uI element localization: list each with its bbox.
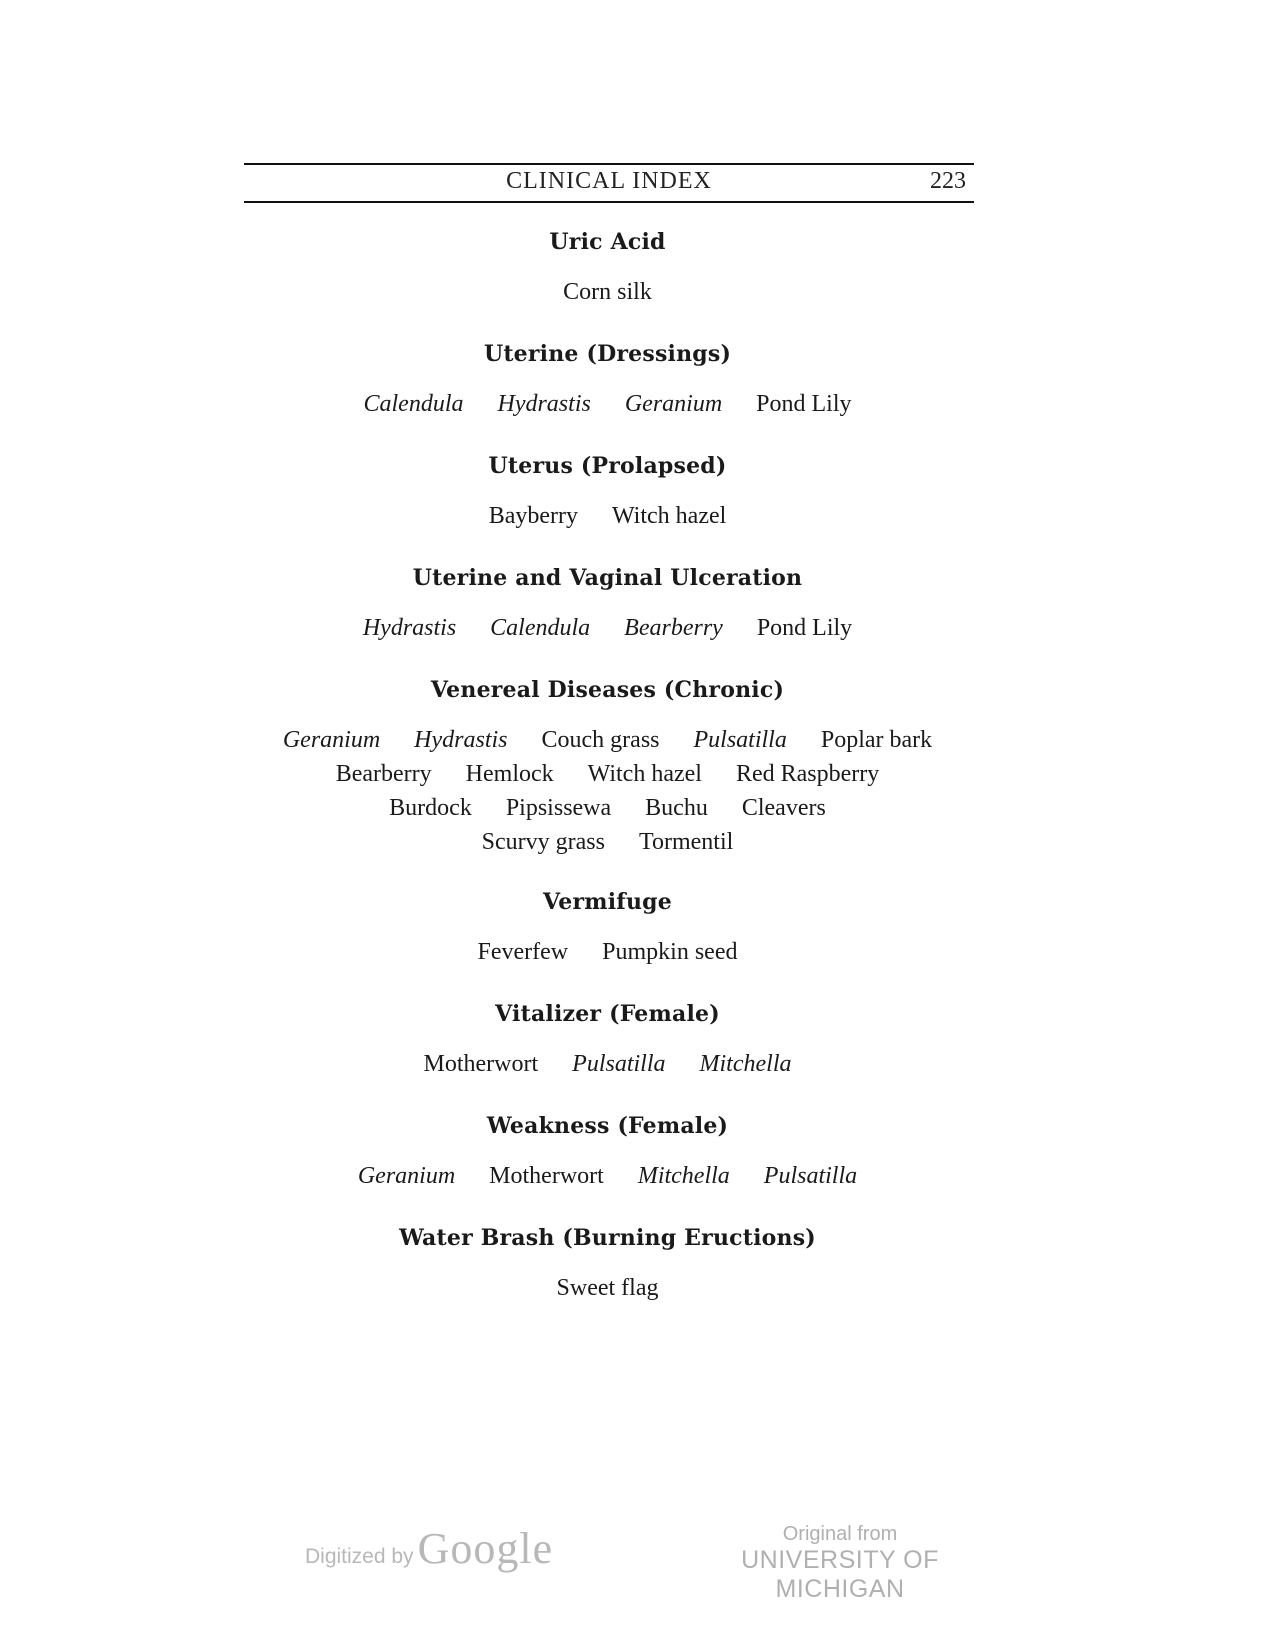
remedy-line [0, 611, 1215, 645]
remedy-name: Cleavers [741, 795, 826, 821]
remedy-name: Hydrastis [497, 391, 591, 417]
remedy-name: Hydrastis [362, 615, 457, 641]
remedy-name: Pond Lily [756, 391, 852, 417]
remedy-line [0, 1271, 1215, 1305]
index-entry [0, 885, 1215, 969]
entry-heading: Weakness (Female) [486, 1113, 729, 1139]
index-entry [0, 1109, 1215, 1193]
entry-heading: Vermifuge [543, 889, 672, 915]
remedy-name: Pulsatilla [693, 727, 787, 753]
remedy-list [0, 499, 1215, 533]
remedy-list [0, 275, 1215, 309]
remedy-name: Bearberry [624, 615, 723, 641]
remedy-line [0, 1159, 1215, 1193]
remedy-name: Buchu [645, 795, 708, 821]
remedy-name: Corn silk [563, 279, 652, 305]
remedy-list [0, 387, 1215, 421]
remedy-name: Pond Lily [756, 615, 853, 641]
remedy-name: Poplar bark [820, 727, 933, 753]
index-entry [0, 1221, 1215, 1305]
remedy-name: Motherwort [423, 1051, 539, 1077]
original-from-watermark [700, 1523, 980, 1604]
remedy-name: Hemlock [465, 761, 554, 787]
remedy-list [0, 1159, 1215, 1193]
remedy-name: Scurvy grass [481, 829, 605, 855]
remedy-name: Witch hazel [587, 761, 702, 787]
remedy-name: Burdock [389, 795, 472, 821]
page-number: 223 [930, 168, 966, 194]
google-logo: Google [417, 1524, 554, 1573]
remedy-name: Feverfew [477, 939, 569, 965]
remedy-line [0, 387, 1215, 421]
digitized-by-watermark [305, 1523, 553, 1574]
header-rule-top [244, 163, 974, 165]
remedy-name: Bearberry [335, 761, 432, 787]
entry-heading: Uterine (Dressings) [483, 341, 732, 367]
entry-heading: Vitalizer (Female) [495, 1001, 720, 1027]
entry-heading: Venereal Diseases (Chronic) [430, 677, 785, 703]
remedy-line [0, 825, 1215, 859]
remedy-name: Couch grass [541, 727, 660, 753]
remedy-list [0, 723, 1215, 859]
remedy-list [0, 935, 1215, 969]
remedy-name: Pumpkin seed [602, 939, 738, 965]
institution-name: UNIVERSITY OF MICHIGAN [741, 1546, 939, 1603]
remedy-line [0, 935, 1215, 969]
remedy-name: Tormentil [639, 829, 734, 855]
running-title: CLINICAL INDEX [506, 168, 712, 194]
remedy-name: Geranium [282, 727, 381, 753]
original-from-label: Original from [782, 1523, 898, 1545]
remedy-name: Calendula [363, 391, 464, 417]
remedy-name: Geranium [357, 1163, 456, 1189]
remedy-list [0, 1047, 1215, 1081]
remedy-name: Sweet flag [556, 1275, 659, 1301]
remedy-line [0, 499, 1215, 533]
remedy-name: Mitchella [699, 1051, 792, 1077]
index-entry [0, 449, 1215, 533]
remedy-name: Pipsissewa [505, 795, 612, 821]
remedy-name: Bayberry [488, 503, 578, 529]
remedy-line [0, 791, 1215, 825]
index-entry [0, 997, 1215, 1081]
remedy-name: Calendula [490, 615, 591, 641]
entry-heading: Uric Acid [549, 229, 666, 255]
remedy-line [0, 275, 1215, 309]
index-entry [0, 337, 1215, 421]
index-entry [0, 225, 1215, 309]
remedy-name: Motherwort [489, 1163, 604, 1189]
header-rule-bottom [244, 201, 974, 203]
remedy-list [0, 1271, 1215, 1305]
remedy-name: Hydrastis [414, 727, 508, 753]
remedy-name: Witch hazel [611, 503, 727, 529]
remedy-line [0, 723, 1215, 757]
entry-heading: Water Brash (Burning Eructions) [399, 1225, 816, 1251]
index-entry [0, 561, 1215, 645]
remedy-name: Red Raspberry [735, 761, 880, 787]
remedy-line [0, 757, 1215, 791]
remedy-name: Pulsatilla [763, 1163, 858, 1189]
digitized-prefix: Digitized by [305, 1545, 414, 1568]
entry-heading: Uterus (Prolapsed) [488, 453, 727, 479]
entry-heading: Uterine and Vaginal Ulceration [412, 565, 803, 591]
index-entry [0, 673, 1215, 859]
remedy-line [0, 1047, 1215, 1081]
remedy-name: Pulsatilla [572, 1051, 666, 1077]
remedy-name: Geranium [624, 391, 723, 417]
remedy-name: Mitchella [637, 1163, 730, 1189]
remedy-list [0, 611, 1215, 645]
